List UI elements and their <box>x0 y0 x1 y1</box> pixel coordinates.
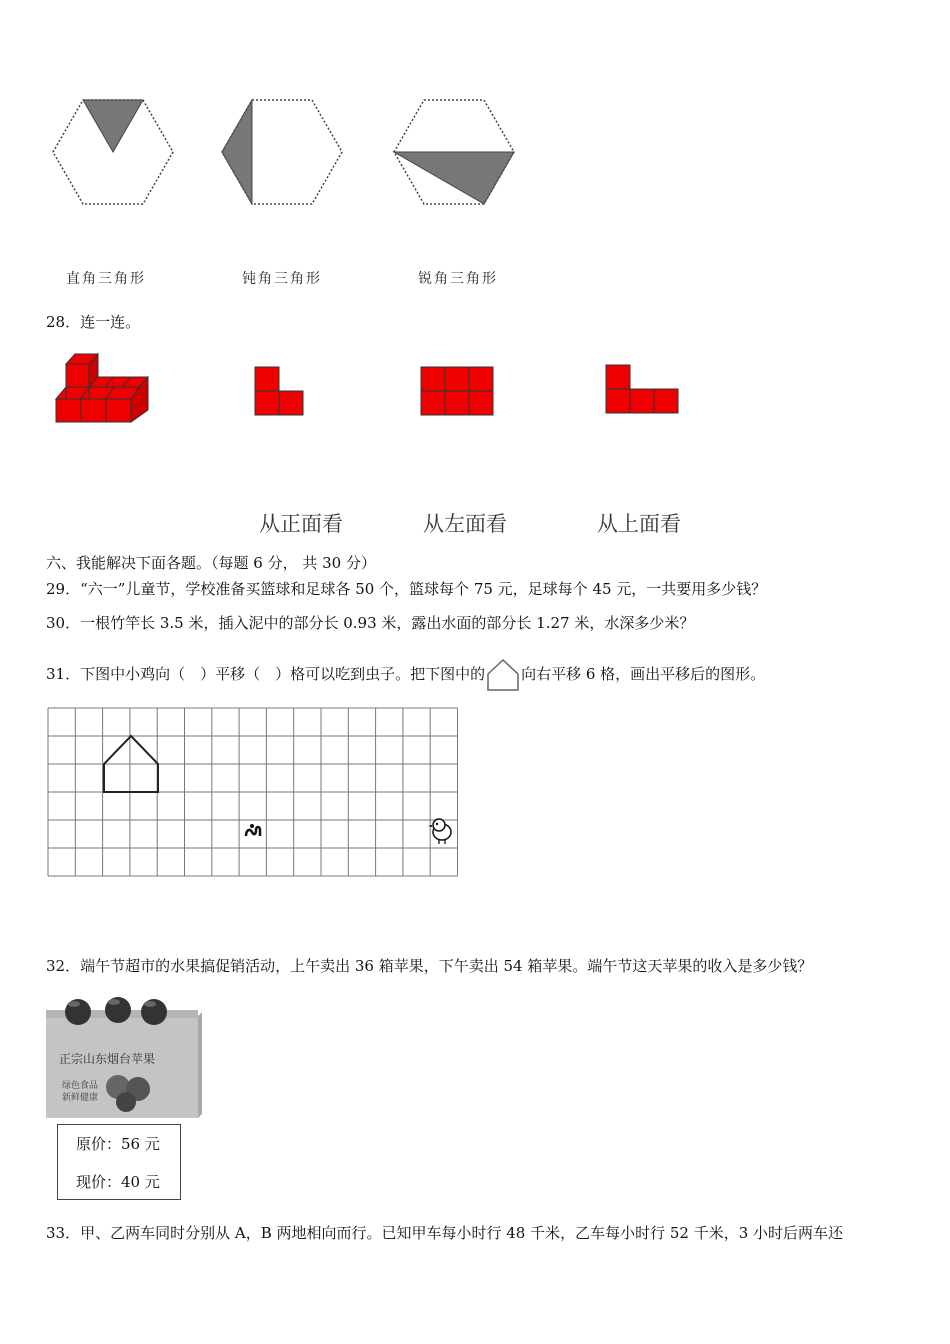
label-acute-triangle: 锐角三角形 <box>418 271 498 287</box>
apple-box-tag1: 绿色食品 <box>62 1081 99 1091</box>
section-6-title: 六、我能解决下面各题。（每题 6 分， 共 30 分） <box>46 554 376 572</box>
label-left-view: 从左面看 <box>423 512 507 536</box>
view-shape-rect <box>420 366 494 416</box>
label-top-view: 从上面看 <box>597 512 681 536</box>
hexagon-right-triangle <box>53 100 173 204</box>
cube-solid-figure <box>50 350 155 430</box>
house-shape-inline <box>486 658 520 692</box>
question-31-part2: 向右平移 6 格，画出平移后的图形。 <box>521 665 766 683</box>
question-32: 32．端午节超市的水果搞促销活动，上午卖出 36 箱苹果，下午卖出 54 箱苹果。端午节这天苹果的收入是多少钱？ <box>46 957 813 975</box>
worm-icon <box>246 824 260 836</box>
apple-box-tag2: 新鲜健康 <box>62 1093 99 1103</box>
label-right-triangle: 直角三角形 <box>66 271 146 287</box>
question-31 <box>46 658 765 692</box>
chick-icon <box>428 819 451 844</box>
hexagon-obtuse-triangle <box>222 100 342 204</box>
view-shape-l <box>254 366 304 416</box>
hexagon-figures <box>40 90 540 215</box>
original-price: 原价：56 元 <box>76 1135 160 1153</box>
label-obtuse-triangle: 钝角三角形 <box>242 271 322 287</box>
translation-grid <box>46 706 462 878</box>
current-price: 现价：40 元 <box>76 1173 160 1191</box>
question-28: 28．连一连。 <box>46 313 141 331</box>
question-31-part1: 31．下图中小鸡向（ ）平移（ ）格可以吃到虫子。把下图中的 <box>46 665 486 683</box>
price-box <box>57 1124 181 1200</box>
apple-box <box>46 992 204 1120</box>
label-front-view: 从正面看 <box>259 512 343 536</box>
apple-box-brand: 正宗山东烟台苹果 <box>59 1052 156 1066</box>
question-33: 33．甲、乙两车同时分别从 A，B 两地相向而行。已知甲车每小时行 48 千米，乙车每小时行 52 千米，3 小时后两车还 <box>46 1224 844 1242</box>
view-shape-long-l <box>605 364 679 414</box>
question-29: 29．“六一”儿童节，学校准备买篮球和足球各 50 个，篮球每个 75 元，足球每个 45 元，一共要用多少钱？ <box>46 580 767 598</box>
question-30: 30．一根竹竿长 3.5 米，插入泥中的部分长 0.93 米，露出水面的部分长 1.27 米，水深多少米？ <box>46 614 695 632</box>
hexagon-acute-triangle <box>394 100 514 204</box>
